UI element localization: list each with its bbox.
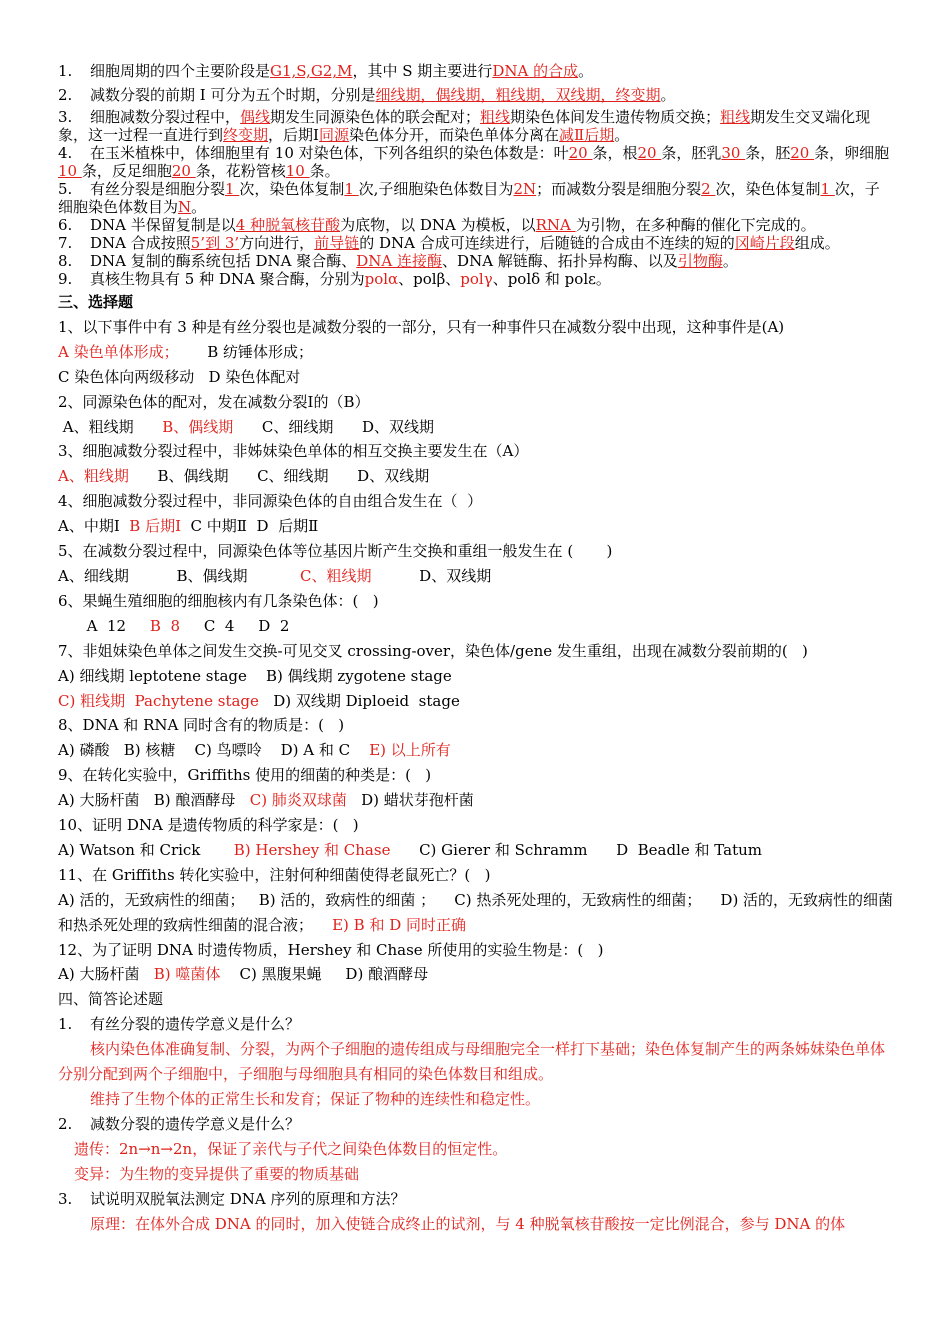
answer-text: 维持了生物个体的正常生长和发育；保证了物种的连续性和稳定性。 bbox=[90, 1090, 541, 1108]
answer-text: RNA bbox=[535, 216, 576, 234]
question-text: C、细线期 D、双线期 bbox=[233, 417, 434, 436]
question-text: 11、在 Griffiths 转化实验中，注射何种细菌使得老鼠死亡？( ) bbox=[58, 865, 491, 884]
question-text: 2、同源染色体的配对，发在减数分裂Ⅰ的（B） bbox=[58, 392, 370, 411]
question-text: 1、以下事件中有 3 种是有丝分裂也是减数分裂的一部分，只有一种事件只在减数分裂中出现，这种事件是(A) bbox=[58, 317, 785, 336]
answer-text: E) 以上所有 bbox=[369, 741, 451, 760]
essay-question bbox=[58, 1187, 894, 1212]
question-text: C 染色体向两级移动 D 染色体配对 bbox=[58, 367, 301, 386]
answer-text: 5’到 3’ bbox=[190, 234, 240, 252]
question-text: B 纺锤体形成； bbox=[178, 342, 314, 361]
question-text: 4、细胞减数分裂过程中，非同源染色体的自由组合发生在（ ） bbox=[58, 492, 483, 511]
item-number: 8. bbox=[58, 252, 73, 270]
mcq-line bbox=[58, 713, 894, 738]
question-text: 次，染色体复制 bbox=[239, 180, 345, 198]
question-text: 次，染色体复制 bbox=[715, 180, 821, 198]
question-text: 、polβ、 bbox=[398, 270, 461, 288]
question-text: 的 DNA 合成可连续进行，后随链的合成由不连续的短的 bbox=[359, 234, 735, 252]
question-text: 。 bbox=[578, 62, 594, 80]
answer-text: 同源 bbox=[318, 126, 349, 144]
question-text: D) 双线期 Diploeid stage bbox=[258, 691, 460, 710]
essay-answer bbox=[58, 1212, 894, 1237]
answer-text: 引物酶 bbox=[677, 252, 723, 270]
question-text: 。 bbox=[191, 198, 207, 216]
answer-text: 20 bbox=[790, 144, 815, 162]
question-text: A) 大肠杆菌 bbox=[58, 965, 154, 984]
question-text: 为引物，在多种酶的催化下完成的。 bbox=[575, 216, 816, 234]
question-text: 方向进行， bbox=[239, 234, 315, 252]
answer-text: 变异：为生物的变异提供了重要的物质基础 bbox=[74, 1164, 360, 1183]
question-text: 12、为了证明 DNA 时遗传物质，Hershey 和 Chase 所使用的实验生物是：( ) bbox=[58, 940, 604, 959]
answer-text: B) Hershey 和 Chase bbox=[233, 840, 391, 859]
question-text: 期发生同源染色体的联会配对； bbox=[270, 108, 481, 126]
mcq-line bbox=[58, 838, 894, 863]
question-text: A、中期Ⅰ bbox=[58, 517, 130, 536]
answer-text: 20 bbox=[568, 144, 593, 162]
essay-section bbox=[58, 1012, 894, 1236]
mcq-line bbox=[58, 938, 894, 963]
answer-text: E) B 和 D 同时正确 bbox=[332, 915, 467, 934]
question-text: 减数分裂的前期 I 可分为五个时期，分别是 bbox=[90, 86, 376, 104]
answer-text: B 后期Ⅰ bbox=[129, 517, 182, 536]
answer-text: 偶线 bbox=[240, 108, 271, 126]
question-text: 、DNA 解链酶、拓扑异构酶、以及 bbox=[442, 252, 678, 270]
fill-item bbox=[58, 108, 894, 144]
question-text: 条，花粉管核 bbox=[195, 162, 286, 180]
question-text: 5、在减数分裂过程中，同源染色体等位基因片断产生交换和重组一般发生在 ( ) bbox=[58, 542, 613, 561]
mcq-line bbox=[58, 888, 894, 938]
question-text: A) 大肠杆菌 B) 酿酒酵母 bbox=[58, 791, 250, 810]
answer-text: 1 bbox=[344, 180, 359, 198]
mcq-line bbox=[58, 614, 894, 639]
question-text: 期发生交叉端化现象，这一过程一直进行到 bbox=[58, 108, 871, 144]
question-text: A) 磷酸 B) 核糖 C) 鸟嘌呤 D) A 和 C bbox=[58, 741, 370, 760]
answer-text: 原理：在体外合成 DNA 的同时，加入使链合成终止的试剂，与 4 种脱氧核苷酸按一定比例混合，参与 DNA 的体 bbox=[90, 1214, 846, 1233]
question-text: ；而减数分裂是细胞分裂 bbox=[536, 180, 702, 198]
answer-text: 10 bbox=[58, 162, 82, 180]
answer-text: B) 噬菌体 bbox=[153, 965, 221, 984]
answer-text: 20 bbox=[637, 144, 662, 162]
mcq-line bbox=[58, 863, 894, 888]
essay-question bbox=[58, 1112, 894, 1137]
question-text: A) 活的，无致病性的细菌； B) 活的，致病性的细菌 ； C) 热杀死处理的，无致病性的细菌； D) 活的，无致病性的细菌和热杀死处理的致病性细菌的混合液； bbox=[58, 890, 894, 934]
question-text: 6、果蝇生殖细胞的细胞核内有几条染色体：( ) bbox=[58, 591, 379, 610]
question-text: 为底物，以 DNA 为模板，以 bbox=[340, 216, 536, 234]
answer-text: A、粗线期 bbox=[58, 467, 129, 486]
question-text: C 中期Ⅱ D 后期Ⅱ bbox=[181, 517, 319, 536]
question-text: C 4 D 2 bbox=[180, 616, 290, 635]
mcq-line bbox=[58, 689, 894, 714]
question-text: ，后期Ⅰ bbox=[268, 126, 319, 144]
fill-item bbox=[58, 234, 894, 252]
answer-text: 粗线 bbox=[720, 108, 751, 126]
answer-text: 核内染色体准确复制、分裂，为两个子细胞的遗传组成与母细胞完全一样打下基础；染色体复制产生的两条姊妹染色单体分别分配到两个子细胞中，子细胞与母细胞具有相同的染色体数目和组成。 bbox=[58, 1040, 886, 1084]
fill-item bbox=[58, 270, 894, 288]
mcq-line bbox=[58, 340, 894, 365]
question-text: D、双线期 bbox=[371, 566, 492, 585]
item-number: 1. bbox=[58, 1015, 73, 1034]
question-text: 。 bbox=[722, 252, 738, 270]
mcq-line bbox=[58, 489, 894, 514]
question-text: 条，反足细胞 bbox=[81, 162, 172, 180]
mcq-line bbox=[58, 415, 894, 440]
question-text: 减数分裂的遗传学意义是什么？ bbox=[90, 1114, 301, 1133]
mcq-line bbox=[58, 439, 894, 464]
mcq-line bbox=[58, 962, 894, 987]
question-text: A) Watson 和 Crick bbox=[58, 840, 234, 859]
fill-item bbox=[58, 216, 894, 234]
fill-item bbox=[58, 86, 894, 104]
mcq-line bbox=[58, 738, 894, 763]
question-text: 10、证明 DNA 是遗传物质的科学家是：( ) bbox=[58, 816, 359, 835]
mcq-line bbox=[58, 539, 894, 564]
answer-text: DNA 的合成 bbox=[492, 62, 579, 80]
fill-item bbox=[58, 62, 894, 80]
mcq-line bbox=[58, 564, 894, 589]
answer-text: 1 bbox=[820, 180, 835, 198]
answer-text: B 8 bbox=[149, 616, 181, 635]
mcq-line bbox=[58, 315, 894, 340]
mcq-line bbox=[58, 639, 894, 664]
question-text: B、偶线期 C、细线期 D、双线期 bbox=[128, 467, 430, 486]
question-text: 试说明双脱氧法测定 DNA 序列的原理和方法？ bbox=[90, 1189, 406, 1208]
answer-text: 减Ⅱ后期 bbox=[559, 126, 615, 144]
question-text: 条。 bbox=[309, 162, 340, 180]
question-text: D) 蜡状芽孢杆菌 bbox=[346, 791, 474, 810]
question-text: 细胞减数分裂过程中， bbox=[90, 108, 241, 126]
answer-text: polα bbox=[364, 270, 399, 288]
essay-answer bbox=[58, 1137, 894, 1162]
answer-text: 2 bbox=[701, 180, 716, 198]
item-number: 4. bbox=[58, 144, 73, 162]
question-text: A) 细线期 leptotene stage B) 偶线期 zygotene stage bbox=[58, 666, 452, 685]
item-number: 3. bbox=[58, 1189, 73, 1208]
answer-text: 1 bbox=[225, 180, 240, 198]
question-text: 条，胚 bbox=[745, 144, 791, 162]
item-number: 2. bbox=[58, 86, 73, 104]
mcq-line bbox=[58, 464, 894, 489]
mcq-line bbox=[58, 813, 894, 838]
question-text: A、粗线期 bbox=[58, 417, 163, 436]
item-number: 7. bbox=[58, 234, 73, 252]
essay-answer bbox=[58, 1162, 894, 1187]
question-text: A、细线期 B、偶线期 bbox=[58, 566, 300, 585]
question-text: DNA 合成按照 bbox=[90, 234, 191, 252]
answer-text: 10 bbox=[285, 162, 310, 180]
question-text: 3、细胞减数分裂过程中，非姊妹染色单体的相互交换主要发生在（A） bbox=[58, 442, 529, 461]
answer-text: C) 肺炎双球菌 bbox=[249, 791, 347, 810]
item-number: 3. bbox=[58, 108, 73, 126]
answer-text: N bbox=[178, 198, 192, 216]
essay-answer bbox=[58, 1037, 894, 1087]
answer-text: 20 bbox=[171, 162, 196, 180]
answer-text: A 染色单体形成； bbox=[58, 342, 179, 361]
question-text: C) Gierer 和 Schramm D Beadle 和 Tatum bbox=[390, 840, 763, 859]
question-text: 在玉米植株中，体细胞里有 10 对染色体，下列各组织的染色体数是：叶 bbox=[90, 144, 569, 162]
answer-text: 2N bbox=[513, 180, 537, 198]
mcq-line bbox=[58, 365, 894, 390]
document-page bbox=[58, 62, 894, 1236]
item-number: 9. bbox=[58, 270, 73, 288]
fill-item bbox=[58, 180, 894, 216]
question-text: 次,子细胞染色体数目为 bbox=[358, 180, 514, 198]
fill-item bbox=[58, 252, 894, 270]
question-text: DNA 复制的酶系统包括 DNA 聚合酶、 bbox=[90, 252, 357, 270]
answer-text: 4 种脱氧核苷酸 bbox=[235, 216, 341, 234]
question-text: 染色体分开，而染色单体分离在 bbox=[348, 126, 559, 144]
fill-in-blank-section bbox=[58, 62, 894, 288]
mcq-line bbox=[58, 514, 894, 539]
multiple-choice-section bbox=[58, 315, 894, 987]
question-text: 组成。 bbox=[794, 234, 840, 252]
question-text: C) 黑腹果蝇 D) 酿酒酵母 bbox=[220, 965, 429, 984]
answer-text: C、粗线期 bbox=[300, 566, 372, 585]
question-text: ，其中 S 期主要进行 bbox=[352, 62, 493, 80]
answer-text: 冈崎片段 bbox=[734, 234, 795, 252]
question-text: 有丝分裂的遗传学意义是什么？ bbox=[90, 1015, 301, 1034]
essay-answer bbox=[58, 1087, 894, 1112]
question-text: 。 bbox=[614, 126, 630, 144]
question-text: 、polδ 和 polε。 bbox=[492, 270, 611, 288]
answer-text: C) 粗线期 Pachytene stage bbox=[58, 691, 259, 710]
answer-text: B、偶线期 bbox=[162, 417, 234, 436]
mcq-line bbox=[58, 763, 894, 788]
question-text: 8、DNA 和 RNA 同时含有的物质是：( ) bbox=[58, 716, 345, 735]
question-text: 条，胚乳 bbox=[661, 144, 722, 162]
question-text: 细胞周期的四个主要阶段是 bbox=[90, 62, 271, 80]
question-text: DNA 半保留复制是以 bbox=[90, 216, 236, 234]
section-title-choice: 三、选择题 bbox=[58, 293, 134, 311]
essay-question bbox=[58, 1012, 894, 1037]
item-number: 6. bbox=[58, 216, 73, 234]
answer-text: 30 bbox=[721, 144, 746, 162]
question-text: 次，子细胞染色体数目为 bbox=[58, 180, 880, 216]
question-text: 期染色体间发生遗传物质交换； bbox=[510, 108, 721, 126]
item-number: 1. bbox=[58, 62, 73, 80]
answer-text: G1,S,G2,M bbox=[270, 62, 353, 80]
answer-text: polγ bbox=[460, 270, 493, 288]
item-number: 2. bbox=[58, 1114, 73, 1133]
section-title-essay: 四、简答论述题 bbox=[58, 990, 164, 1009]
question-text: 条，根 bbox=[592, 144, 638, 162]
question-text: 有丝分裂是细胞分裂 bbox=[90, 180, 226, 198]
question-text: 7、非姐妹染色单体之间发生交换-可见交叉 crossing-over，染色体/gene 发生重组，出现在减数分裂前期的( ) bbox=[58, 641, 808, 660]
answer-text: 终变期 bbox=[223, 126, 269, 144]
mcq-line bbox=[58, 390, 894, 415]
mcq-line bbox=[58, 788, 894, 813]
question-text: 9、在转化实验中，Griffiths 使用的细菌的种类是：( ) bbox=[58, 766, 432, 785]
answer-text: DNA 连接酶 bbox=[356, 252, 443, 270]
question-text: 真核生物具有 5 种 DNA 聚合酶，分别为 bbox=[90, 270, 365, 288]
question-text: 。 bbox=[660, 86, 676, 104]
mcq-line bbox=[58, 589, 894, 614]
answer-text: 前导链 bbox=[314, 234, 360, 252]
answer-text: 细线期，偶线期，粗线期，双线期，终变期 bbox=[375, 86, 661, 104]
item-number: 5. bbox=[58, 180, 73, 198]
question-text: 条，卵细胞 bbox=[814, 144, 890, 162]
fill-item bbox=[58, 144, 894, 180]
question-text: A 12 bbox=[58, 616, 150, 635]
answer-text: 遗传：2n→n→2n，保证了亲代与子代之间染色体数目的恒定性。 bbox=[74, 1139, 508, 1158]
mcq-line bbox=[58, 664, 894, 689]
answer-text: 粗线 bbox=[480, 108, 511, 126]
